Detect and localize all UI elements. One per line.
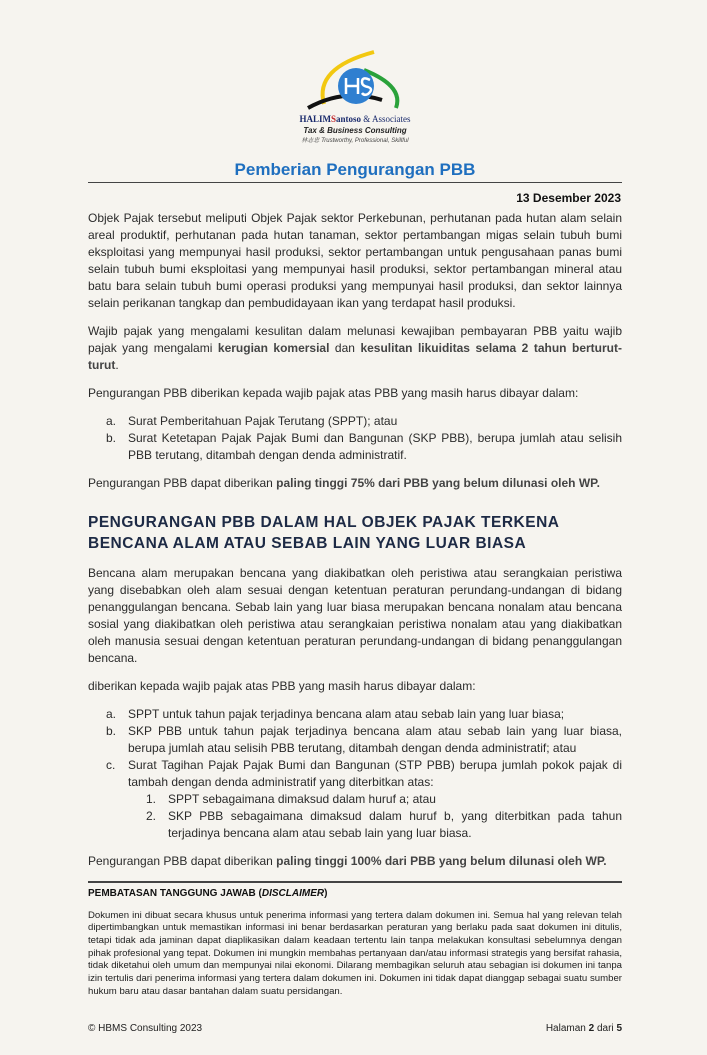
brand-name: HALIMSantoso & Associates [299,114,411,124]
page-title: Pemberian Pengurangan PBB [234,160,476,179]
list-item: b. Surat Ketetapan Pajak Pajak Bumi dan Bangunan (SKP PBB), berupa jumlah atau selisih PBB terutang, ditambah dengan denda administratif. [106,431,622,462]
brand-tagline: Tax & Business Consulting [303,126,407,135]
document-date: 13 Desember 2023 [516,191,621,205]
section-heading: PENGURANGAN PBB DALAM HAL OBJEK PAJAK TERKENA BENCANA ALAM ATAU SEBAB LAIN YANG LUAR BIASA [88,514,559,552]
paragraph-max-75: Pengurangan PBB dapat diberikan paling tinggi 75% dari PBB yang belum dilunasi oleh WP. [88,476,600,490]
title-divider [88,182,622,183]
paragraph-intro-list: Pengurangan PBB diberikan kepada wajib pajak atas PBB yang masih harus dibayar dalam: [88,386,579,400]
paragraph-intro-list-2: diberikan kepada wajib pajak atas PBB yang masih harus dibayar dalam: [88,679,476,693]
disclaimer-divider [88,881,622,883]
list-item: a. SPPT untuk tahun pajak terjadinya bencana alam atau sebab lain yang luar biasa; [106,707,565,721]
paragraph-objek-pajak: Objek Pajak tersebut meliputi Objek Pajak sektor Perkebunan, perhutanan pada hutan alam selain areal produktif, perhutanan pada hutan tanaman, sektor pertambangan migas selain tubuh bumi eksploitasi yang mempunyai hasil produksi, sektor pertambangan untuk pengusahaan panas bumi selain tubuh bumi eksploitasi yang mempunyai hasil produksi, sektor pertambangan mineral atau batu bara selain tubuh bumi operasi produksi yang mempunyai hasil produksi, dan sektor lainnya selain perikanan tangkap dan pembudidayaan ikan yang terdapat hasil produksi. [88,211,622,310]
sub-list [128,791,622,842]
list-dokumen-bencana [88,706,622,842]
list-dokumen [88,413,622,464]
paragraph-bencana: Bencana alam merupakan bencana yang diakibatkan oleh peristiwa atau serangkaian peristiwa yang disebabkan oleh alam sesuai dengan ketentuan peraturan perundang-undangan di bidang penanggulangan bencana. Sebab lain yang luar biasa merupakan bencana nonalam atau bencana sosial yang diakibatkan oleh peristiwa atau serangkaian peristiwa nonalam atau yang diakibatkan oleh manusia sesuai dengan ketentuan peraturan perundang-undangan di bidang penanggulangan bencana. [88,566,622,665]
disclaimer-body: Dokumen ini dibuat secara khusus untuk penerima informasi yang tertera dalam dokumen ini. Semua hal yang relevan telah dipertimbangkan untuk memastikan informasi ini benar berdasarkan peraturan yang berlaku pada saat dokumen ini ditulis, tetapi tidak ada jaminan dapat diaplikasikan dalam keadaan tertentu lain tanpa melakukan konsultasi sebelumnya dengan pihak profesional yang tepat. Dokumen ini mungkin membahas pertanyaan dan/atau informasi strategis yang bersifat rahasia, tidak diketahui oleh umum dan mempunyai nilai ekonomi. Dilarang membagikan seluruh atau sebagian isi dokumen ini tanpa izin tertulis dari penerima informasi yang tertera dalam dokumen ini. Dokumen ini tidak dapat dianggap sebagai suatu sumber hukum baru atau dasar bantahan dalam suatu persidangan. [88,909,622,997]
paragraph-kriteria: Wajib pajak yang mengalami kesulitan dalam melunasi kewajiban pembayaran PBB yaitu wajib pajak yang mengalami kerugian komersial dan kesulitan likuiditas selama 2 tahun berturut-turut. [88,324,622,372]
list-item: a. Surat Pemberitahuan Pajak Terutang (SPPT); atau [106,414,398,428]
company-logo [282,48,428,148]
list-item: c. Surat Tagihan Pajak Pajak Bumi dan Bangunan (STP PBB) berupa jumlah pokok pajak di tambah dengan denda administratif yang diterbitkan atas: 1. SPPT sebagaimana dimaksud dalam huruf a; atau 2. SKP PBB sebagaimana dimaksud dalam huruf b, yang diterbitkan pada tahun terjadinya bencana alam atau sebab lain yang luar biasa. [106,758,622,840]
brand-motto: 林志忠 Trustworthy, Professional, Skillful [301,138,409,144]
disclaimer-title: PEMBATASAN TANGGUNG JAWAB (DISCLAIMER) [88,887,328,899]
footer [88,1022,622,1035]
list-item: b. SKP PBB untuk tahun pajak terjadinya bencana alam atau sebab lain yang luar biasa, berupa jumlah atau selisih PBB terutang, ditambah dengan denda administratif; atau [106,724,622,755]
footer-copyright: © HBMS Consulting 2023 [88,1023,203,1035]
footer-page-number: Halaman 2 dari 5 [545,1023,622,1035]
main-content [88,210,622,870]
paragraph-max-100: Pengurangan PBB dapat diberikan paling tinggi 100% dari PBB yang belum dilunasi oleh WP. [88,854,607,868]
logo-emblem-icon [304,48,406,112]
sub-list-item: 2. SKP PBB sebagaimana dimaksud dalam huruf b, yang diterbitkan pada tahun terjadinya bencana alam atau sebab lain yang luar biasa. [146,809,622,840]
sub-list-item: 1. SPPT sebagaimana dimaksud dalam huruf a; atau [146,792,436,806]
